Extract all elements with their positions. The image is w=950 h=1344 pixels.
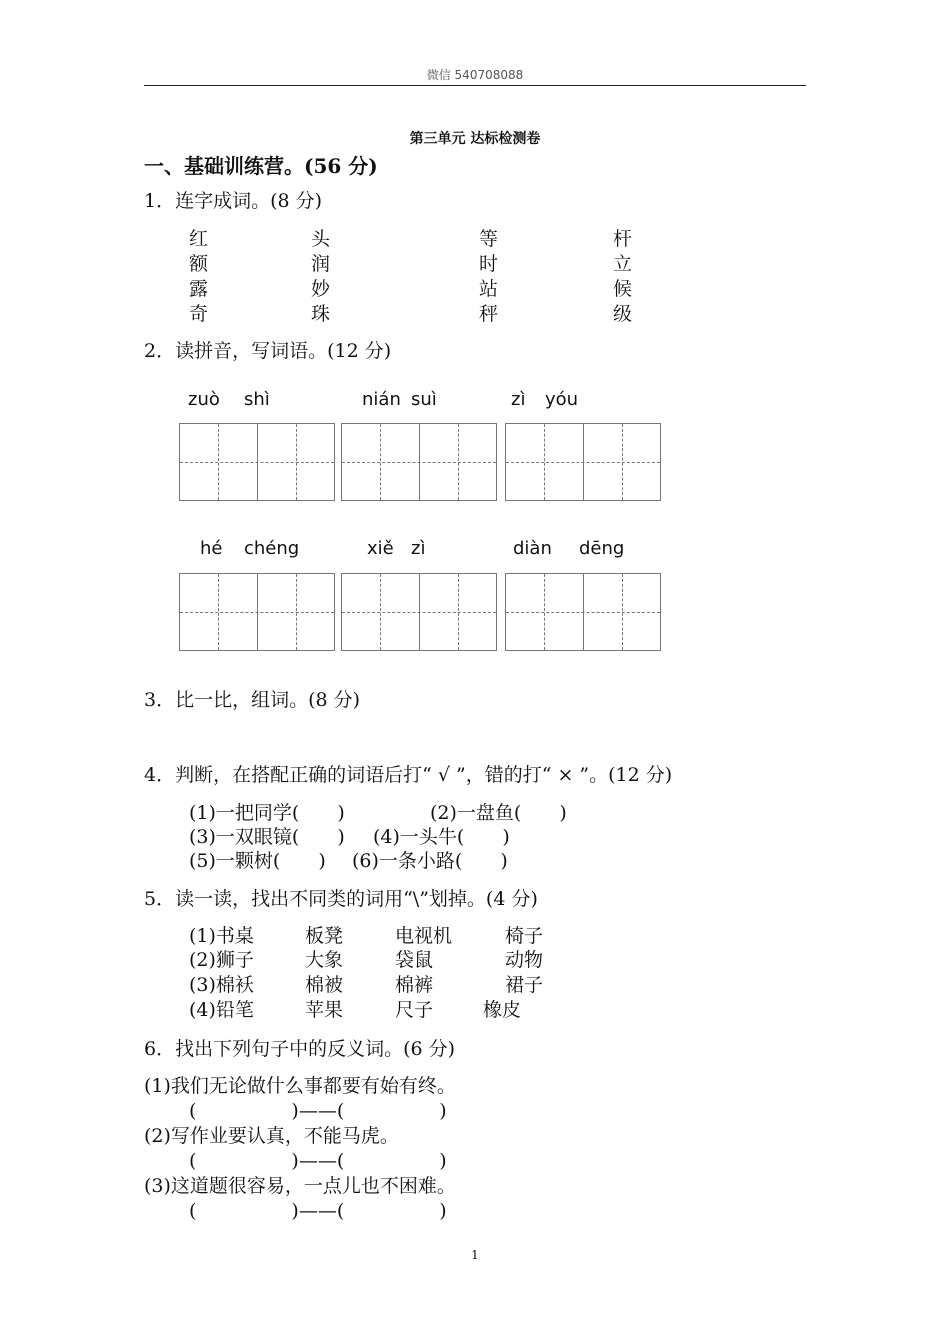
q5-word: (1)书桌 bbox=[189, 925, 254, 947]
q4-item: (6)一条小路( ) bbox=[352, 850, 508, 872]
q5-word: 动物 bbox=[505, 949, 544, 971]
q6-answer-blank[interactable]: ( )——( ) bbox=[189, 1200, 447, 1222]
q5-word: (3)棉袄 bbox=[189, 974, 254, 996]
q4-item: (3)一双眼镜( ) bbox=[189, 826, 345, 848]
q5-word: 裙子 bbox=[505, 974, 544, 996]
pinyin: shì bbox=[244, 389, 270, 410]
pinyin: yóu bbox=[545, 389, 579, 410]
q4-item: (1)一把同学( ) bbox=[189, 802, 345, 824]
q1-char: 红 bbox=[189, 228, 209, 250]
q1-char: 立 bbox=[613, 253, 633, 275]
pinyin: diàn bbox=[513, 538, 552, 559]
page-header: 微信 540708088 bbox=[426, 68, 524, 82]
question-1-heading: 1．连字成词。(8 分) bbox=[144, 190, 323, 212]
q1-char: 露 bbox=[189, 278, 209, 300]
page-number: 1 bbox=[471, 1248, 479, 1262]
q6-sentence: (1)我们无论做什么事都要有始有终。 bbox=[144, 1075, 456, 1097]
question-5-heading: 5．读一读，找出不同类的词用“\”划掉。(4 分) bbox=[144, 888, 538, 910]
q1-char: 额 bbox=[189, 253, 209, 275]
writing-grid[interactable] bbox=[341, 423, 497, 501]
q6-answer-blank[interactable]: ( )——( ) bbox=[189, 1150, 447, 1172]
question-2-heading: 2．读拼音，写词语。(12 分) bbox=[144, 340, 392, 362]
pinyin: nián bbox=[362, 389, 401, 410]
q5-word: 橡皮 bbox=[483, 999, 522, 1021]
q4-item: (4)一头牛( ) bbox=[373, 826, 510, 848]
section-heading-1: 一、基础训练营。(56 分) bbox=[144, 154, 378, 178]
q1-char: 秤 bbox=[479, 303, 499, 325]
pinyin: zuò bbox=[188, 389, 220, 410]
q5-word: 苹果 bbox=[305, 999, 344, 1021]
q1-char: 等 bbox=[479, 228, 499, 250]
pinyin: hé bbox=[200, 538, 223, 559]
q5-word: (4)铅笔 bbox=[189, 999, 254, 1021]
q1-char: 润 bbox=[311, 253, 331, 275]
q5-word: (2)狮子 bbox=[189, 949, 254, 971]
pinyin: xiě bbox=[367, 538, 394, 559]
q6-answer-blank[interactable]: ( )——( ) bbox=[189, 1100, 447, 1122]
q1-char: 头 bbox=[311, 228, 331, 250]
writing-grid[interactable] bbox=[341, 573, 497, 651]
q1-char: 站 bbox=[479, 278, 499, 300]
pinyin: zì bbox=[411, 538, 426, 559]
q1-char: 杆 bbox=[613, 228, 633, 250]
writing-grid[interactable] bbox=[179, 573, 335, 651]
q5-word: 尺子 bbox=[395, 999, 434, 1021]
question-4-heading: 4．判断，在搭配正确的词语后打“ √ ”，错的打“ × ”。(12 分) bbox=[144, 764, 673, 786]
pinyin: suì bbox=[411, 389, 437, 410]
pinyin: dēng bbox=[579, 538, 625, 559]
question-3-heading: 3．比一比，组词。(8 分) bbox=[144, 689, 361, 711]
pinyin: chéng bbox=[244, 538, 300, 559]
header-rule bbox=[144, 85, 806, 86]
writing-grid[interactable] bbox=[505, 423, 661, 501]
q5-word: 椅子 bbox=[505, 925, 544, 947]
writing-grid[interactable] bbox=[179, 423, 335, 501]
q1-char: 时 bbox=[479, 253, 499, 275]
q5-word: 棉裤 bbox=[395, 974, 434, 996]
q5-word: 大象 bbox=[305, 949, 344, 971]
q5-word: 电视机 bbox=[395, 925, 453, 947]
q5-word: 棉被 bbox=[305, 974, 344, 996]
q1-char: 妙 bbox=[311, 278, 331, 300]
q5-word: 袋鼠 bbox=[395, 949, 434, 971]
q1-char: 珠 bbox=[311, 303, 331, 325]
q6-sentence: (2)写作业要认真，不能马虎。 bbox=[144, 1125, 399, 1147]
page-title: 第三单元 达标检测卷 bbox=[409, 131, 541, 147]
q1-char: 级 bbox=[613, 303, 633, 325]
q4-item: (5)一颗树( ) bbox=[189, 850, 326, 872]
writing-grid[interactable] bbox=[505, 573, 661, 651]
q1-char: 奇 bbox=[189, 303, 209, 325]
q4-item: (2)一盘鱼( ) bbox=[430, 802, 567, 824]
pinyin: zì bbox=[511, 389, 526, 410]
q1-char: 候 bbox=[613, 278, 633, 300]
q5-word: 板凳 bbox=[305, 925, 344, 947]
question-6-heading: 6．找出下列句子中的反义词。(6 分) bbox=[144, 1038, 456, 1060]
q6-sentence: (3)这道题很容易，一点儿也不困难。 bbox=[144, 1175, 456, 1197]
